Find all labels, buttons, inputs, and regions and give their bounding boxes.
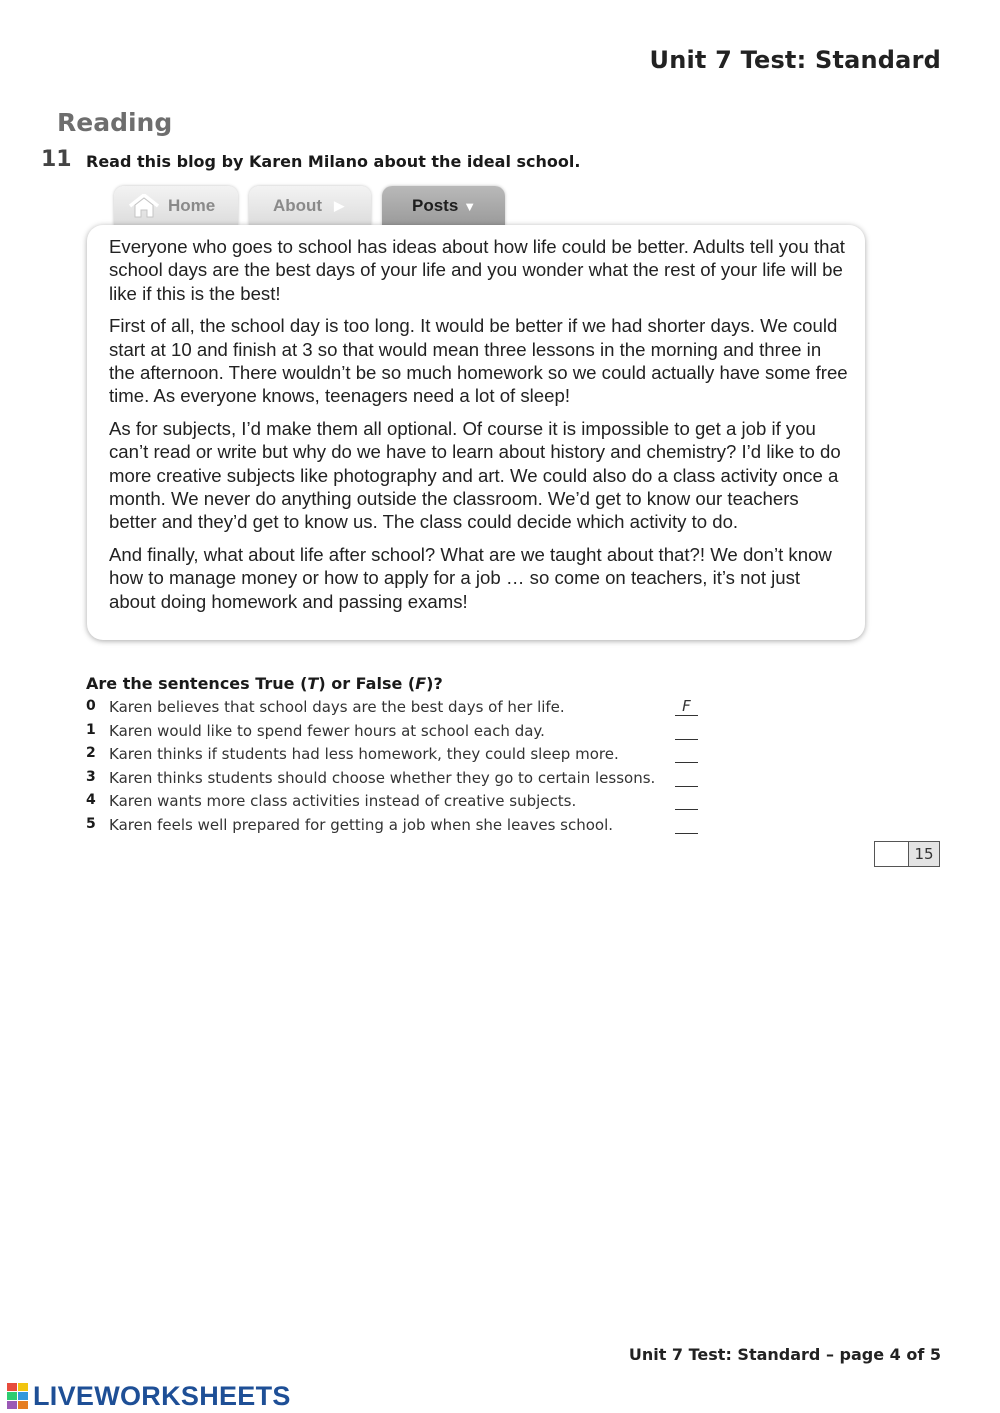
- liveworksheets-logo: [7, 1381, 291, 1411]
- tab-posts-label: Posts: [412, 196, 459, 215]
- questions-heading-suffix: )?: [426, 674, 443, 693]
- question-text: Karen believes that school days are the best days of her life.: [109, 698, 565, 716]
- answer-blank[interactable]: [675, 768, 698, 787]
- answer-blank[interactable]: [675, 721, 698, 740]
- task-instruction: Read this blog by Karen Milano about the ideal school.: [86, 152, 581, 171]
- blog-paragraph: First of all, the school day is too long. It would be better if we had shorter days. We could start at 10 and finish at 3 so that would mean three lessons in the morning and three in the afternoon. There wouldn’t be so much homework so we could actually have some free time. As everyone knows, teenagers need a lot of sleep!: [109, 315, 848, 407]
- logo-blocks-icon: [7, 1383, 29, 1409]
- home-icon: [128, 194, 160, 218]
- question-item: [86, 814, 716, 838]
- question-list: [86, 696, 716, 837]
- tab-about[interactable]: [249, 186, 371, 226]
- blog-paragraph: As for subjects, I’d make them all optional. Of course it is impossible to get a job if you can’t read or write but why do we have to learn about history and chemistry? I’d like to do more creative subjects like photography and art. We could also do a class activity once a month. We never do anything outside the classroom. We’d get to know our teachers better and they’d get to know us. The class could decide which activity to do.: [109, 417, 841, 533]
- question-number: 0: [86, 698, 96, 714]
- tab-home-label: Home: [168, 196, 216, 215]
- answer-example: F: [675, 697, 698, 716]
- blog-paragraph: And finally, what about life after school? What are we taught about that?! We don’t know how to manage money or how to apply for a job … so come on teachers, it’s not just about doing homework and passing exams!: [109, 543, 832, 612]
- question-item: [86, 767, 716, 791]
- questions-heading: [86, 674, 443, 693]
- answer-blank[interactable]: [675, 791, 698, 810]
- question-item: [86, 790, 716, 814]
- true-letter: T: [307, 674, 319, 693]
- question-text: Karen wants more class activities instead of creative subjects.: [109, 792, 577, 810]
- questions-heading-prefix: Are the sentences True (: [86, 674, 308, 693]
- question-text: Karen feels well prepared for getting a job when she leaves school.: [109, 815, 614, 834]
- page-footer: Unit 7 Test: Standard – page 4 of 5: [628, 1345, 941, 1364]
- right-arrow-icon: ▶: [334, 198, 345, 213]
- false-letter: F: [415, 674, 427, 693]
- question-number: 2: [86, 745, 96, 761]
- question-number: 1: [86, 721, 96, 738]
- section-heading: Reading: [57, 108, 173, 137]
- question-item: [86, 743, 716, 767]
- tab-about-label: About: [273, 196, 323, 215]
- question-text: Karen would like to spend fewer hours at school each day.: [109, 721, 545, 740]
- question-number: 5: [86, 815, 96, 832]
- blog-post: [87, 225, 865, 640]
- question-item: [86, 720, 716, 744]
- score-box: [874, 841, 940, 867]
- score-total: 15: [909, 842, 939, 866]
- question-item: [86, 696, 716, 720]
- page-title: Unit 7 Test: Standard: [649, 46, 941, 74]
- logo-text: LIVEWORKSHEETS: [33, 1380, 291, 1411]
- task-number: 11: [41, 147, 72, 172]
- answer-blank[interactable]: [675, 815, 698, 834]
- blog-paragraph: Everyone who goes to school has ideas about how life could be better. Adults tell you that school days are the best days of your life and you wonder what the rest of your life will be like if this is the best!: [109, 236, 845, 304]
- question-number: 3: [86, 768, 96, 785]
- down-arrow-icon: ▼: [463, 198, 477, 214]
- question-text: Karen thinks if students had less homework, they could sleep more.: [109, 745, 619, 763]
- question-text: Karen thinks students should choose whether they go to certain lessons.: [109, 768, 656, 787]
- answer-blank[interactable]: [675, 744, 698, 763]
- question-number: 4: [86, 792, 96, 808]
- score-entry-field[interactable]: [875, 842, 909, 866]
- tab-posts[interactable]: [382, 186, 505, 226]
- questions-heading-middle: ) or False (: [318, 674, 416, 693]
- tab-home[interactable]: [114, 186, 238, 226]
